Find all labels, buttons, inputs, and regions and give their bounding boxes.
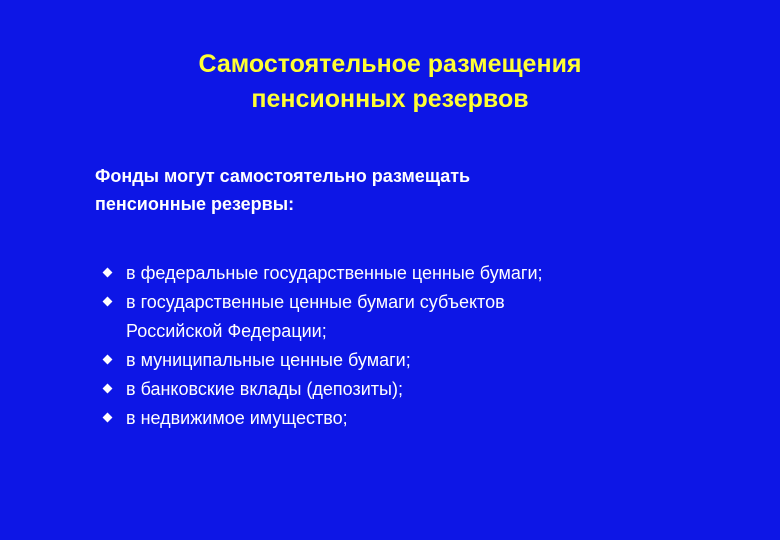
diamond-bullet-icon [103, 384, 113, 394]
bullet-list [100, 259, 740, 433]
bullet-item-text-continued: Российской Федерации; [126, 321, 327, 341]
slide-title-line-2: пенсионных резервов [251, 85, 529, 113]
bullet-item [100, 259, 740, 288]
bullet-item-text: в недвижимое имущество; [126, 408, 348, 428]
bullet-item [100, 288, 740, 346]
intro-text [95, 162, 715, 218]
slide-title-line-1: Самостоятельное размещения [198, 50, 582, 78]
bullet-item-text: в федеральные государственные ценные бумаги; [126, 263, 543, 283]
diamond-bullet-icon [103, 355, 113, 365]
intro-line-2: пенсионные резервы: [95, 194, 295, 214]
intro-line-1: Фонды могут самостоятельно размещать [95, 166, 471, 186]
bullet-item [100, 375, 740, 404]
bullet-item [100, 346, 740, 375]
slide-title [0, 47, 780, 117]
bullet-item-text: в государственные ценные бумаги субъектов [126, 292, 505, 312]
diamond-bullet-icon [103, 297, 113, 307]
bullet-item-text: в банковские вклады (депозиты); [126, 379, 403, 399]
diamond-bullet-icon [103, 268, 113, 278]
diamond-bullet-icon [103, 413, 113, 423]
bullet-item-text: в муниципальные ценные бумаги; [126, 350, 411, 370]
bullet-item [100, 404, 740, 433]
